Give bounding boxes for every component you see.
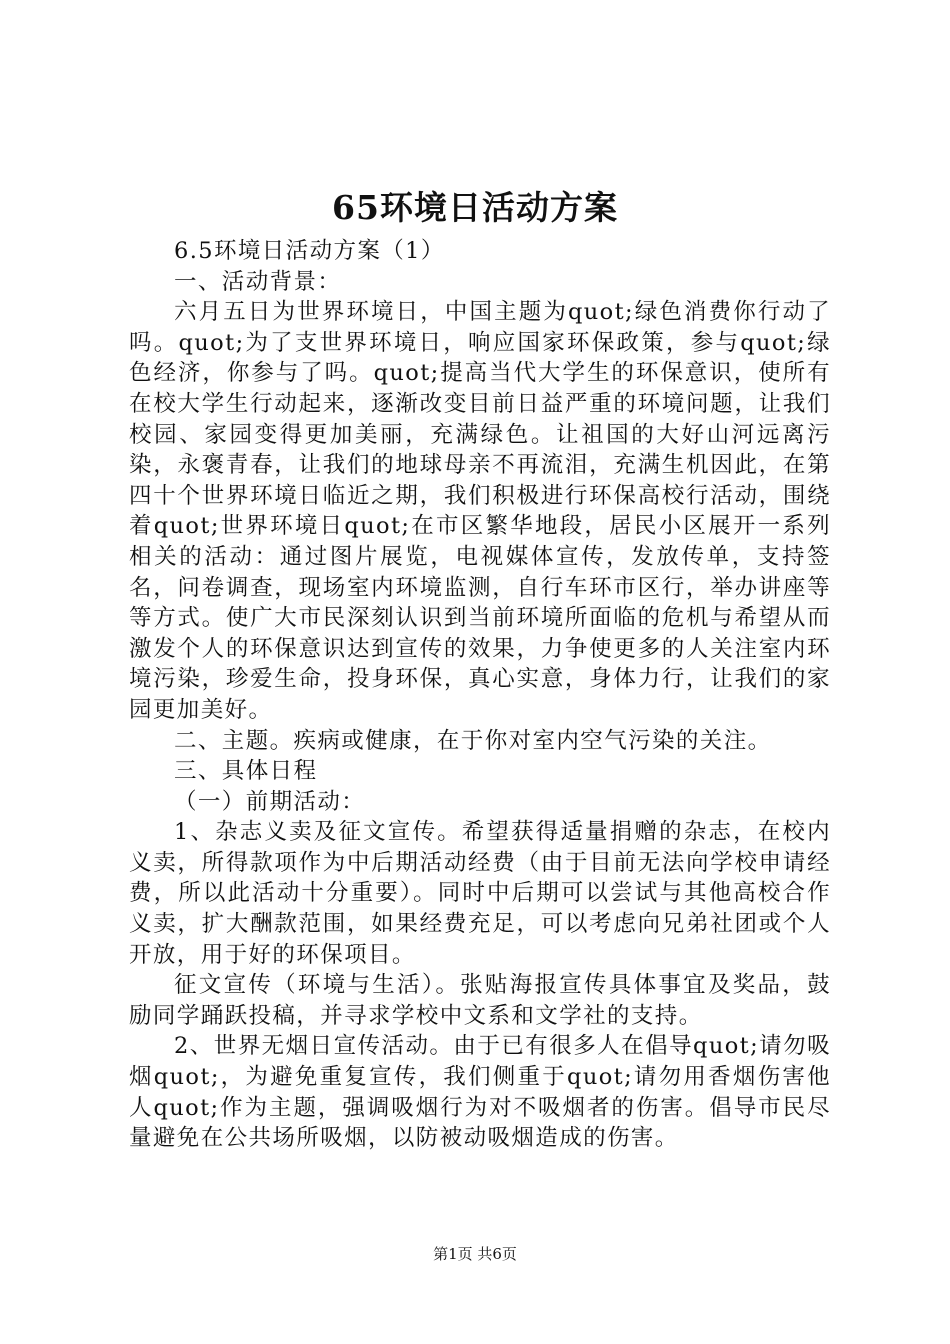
document-title: 65环境日活动方案 [332, 188, 618, 227]
paragraph-subtitle: 6.5环境日活动方案（1） [174, 238, 445, 264]
paragraph-heading-early-activities: （一）前期活动： [174, 788, 366, 815]
paragraph-magazine-sale: 1、杂志义卖及征文宣传。希望获得适量捐赠的杂志，在校内义卖，所得款项作为中后期活动经费（由于目前无法向学校申请经费，所以此活动十分重要）。同时中后期可以尝试与其他高校合作义卖，扩大酬款范围，如果经费充足，可以考虑向兄弟社团或个人开放，用于好的环保项目。 [129, 819, 831, 968]
paragraph-theme: 二、主题。疾病或健康，在于你对室内空气污染的关注。 [174, 727, 772, 754]
page-footer: 第1页 共6页 [433, 1245, 517, 1263]
paragraph-no-smoking: 2、世界无烟日宣传活动。由于已有很多人在倡导quot;请勿吸烟quot;，为避免重复宣传，我们侧重于quot;请勿用香烟伤害他人quot;作为主题，强调吸烟行为对不吸烟者的伤害。倡导市民尽量避免在公共场所吸烟，以防被动吸烟造成的伤害。 [129, 1033, 831, 1152]
document-body [129, 236, 831, 1154]
paragraph-heading-schedule: 三、具体日程 [174, 758, 318, 785]
paragraph-heading-background: 一、活动背景： [174, 268, 342, 295]
paragraph-background: 六月五日为世界环境日，中国主题为quot;绿色消费你行动了吗。quot;为了支世界环境日，响应国家环保政策，参与quot;绿色经济，你参与了吗。quot;提高当代大学生的环保意识，使所有在校大学生行动起来，逐渐改变目前日益严重的环境问题，让我们校园、家园变得更加美丽，充满绿色。让祖国的大好山河远离污染，永褒青春，让我们的地球母亲不再流泪，充满生机因此，在第四十个世界环境日临近之期，我们积极进行环保高校行活动，围绕着quot;世界环境日quot;在市区繁华地段，居民小区展开一系列相关的活动：通过图片展览，电视媒体宣传，发放传单，支持签名，问卷调查，现场室内环境监测，自行车环市区行，举办讲座等等方式。使广大市民深刻认识到当前环境所面临的危机与希望从而激发个人的环保意识达到宣传的效果，力争使更多的人关注室内环境污染，珍爱生命，投身环保，真心实意，身体力行，让我们的家园更加美好。 [129, 299, 831, 723]
paragraph-essay-promotion: 征文宣传（环境与生活）。张贴海报宣传具体事宜及奖品，鼓励同学踊跃投稿，并寻求学校中文系和文学社的支持。 [129, 972, 831, 1029]
